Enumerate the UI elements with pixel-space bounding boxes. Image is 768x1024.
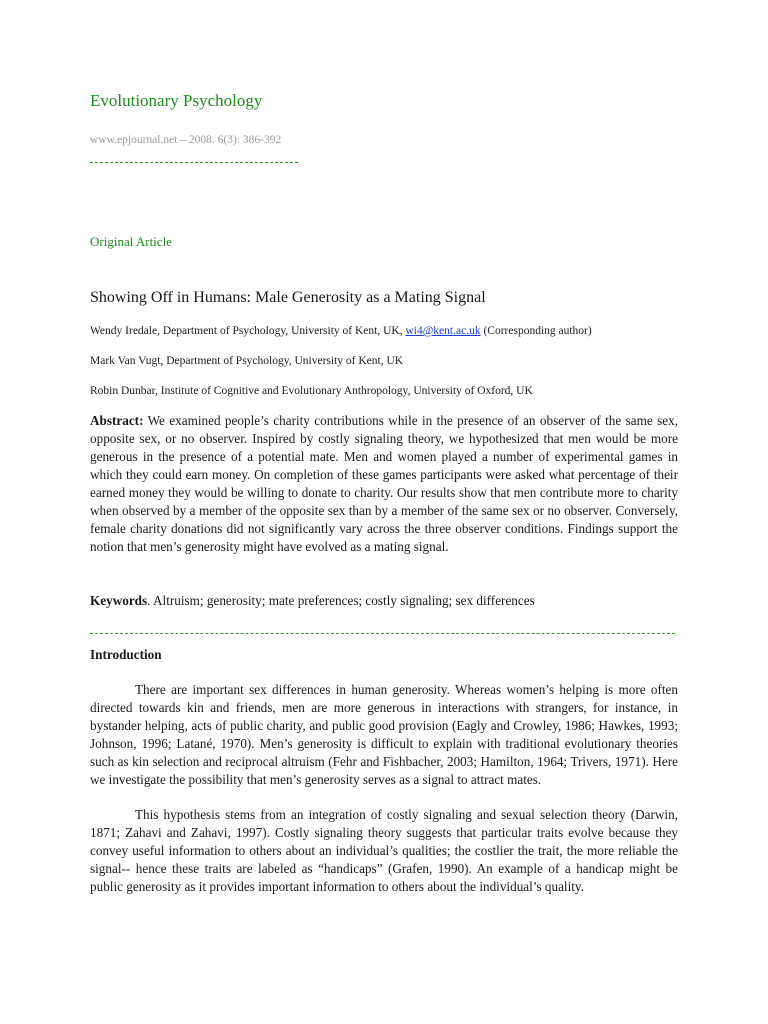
introduction-heading: Introduction [90, 647, 162, 662]
author-line-1 [90, 325, 592, 337]
header-divider [90, 162, 298, 163]
article-type: Original Article [90, 234, 172, 249]
keywords-text: . Altruism; generosity; mate preferences; costly signaling; sex differences [147, 593, 535, 608]
introduction-paragraph: There are important sex differences in human generosity. Whereas women’s helping is more often directed towards kin and friends, men are more generous in interactions with strangers, for instance, in bystander helping, acts of public charity, and public good provision (Eagly and Crowley, 1986; Hawkes, 1993; Johnson, 1996; Latané, 1970). Men’s generosity is difficult to explain with traditional evolutionary theories such as kin selection and reciprocal altruism (Fehr and Fishbacher, 2003; Hamilton, 1964; Trivers, 1971). Here we investigate the possibility that men’s generosity serves as a signal to attract mates. [90, 682, 678, 787]
author-1-affiliation: Wendy Iredale, Department of Psychology, University of Kent, UK, [90, 325, 406, 337]
author-line-3 [90, 385, 533, 397]
keywords [90, 593, 680, 609]
abstract-label: Abstract: [90, 413, 144, 428]
journal-name: Evolutionary Psychology [90, 91, 263, 110]
author-1-note: (Corresponding author) [480, 325, 592, 337]
article-title: Showing Off in Humans: Male Generosity as a Mating Signal [90, 289, 486, 306]
journal-citation: www.epjournal.net – 2008. 6(3): 386-392 [90, 134, 282, 146]
introduction-paragraph: This hypothesis stems from an integration of costly signaling and sexual selection theory (Darwin, 1871; Zahavi and Zahavi, 1997). Costly signaling theory suggests that particular traits evolve because they convey useful information to others about an individual’s qualities; the costlier the trait, the more reliable the signal-- hence these traits are labeled as “handicaps” (Grafen, 1990). An example of a handicap might be public generosity as it provides important information to others about the individual’s quality. [90, 807, 678, 894]
author-1-email-link[interactable]: wi4@kent.ac.uk [405, 325, 481, 337]
author-3-affiliation: Robin Dunbar, Institute of Cognitive and Evolutionary Anthropology, University of Oxford, UK [90, 385, 533, 397]
abstract-text: We examined people’s charity contributions while in the presence of an observer of the same sex, opposite sex, or no observer. Inspired by costly signaling theory, we hypothesized that men would be more generous in the presence of a potential mate. Men and women played a number of experimental games in which they could earn money. On completion of these games participants were asked what percentage of their earned money they would be willing to donate to charity. Our results show that men contribute more to charity when observed by a member of the opposite sex than by a member of the same sex or no observer. Conversely, female charity donations did not significantly vary across the three observer conditions. Findings support the notion that men’s generosity might have evolved as a mating signal. [90, 413, 678, 554]
author-line-2 [90, 355, 403, 367]
section-divider [90, 633, 675, 634]
author-2-affiliation: Mark Van Vugt, Department of Psychology, University of Kent, UK [90, 355, 404, 367]
abstract [90, 412, 678, 556]
keywords-label: Keywords [90, 593, 148, 608]
